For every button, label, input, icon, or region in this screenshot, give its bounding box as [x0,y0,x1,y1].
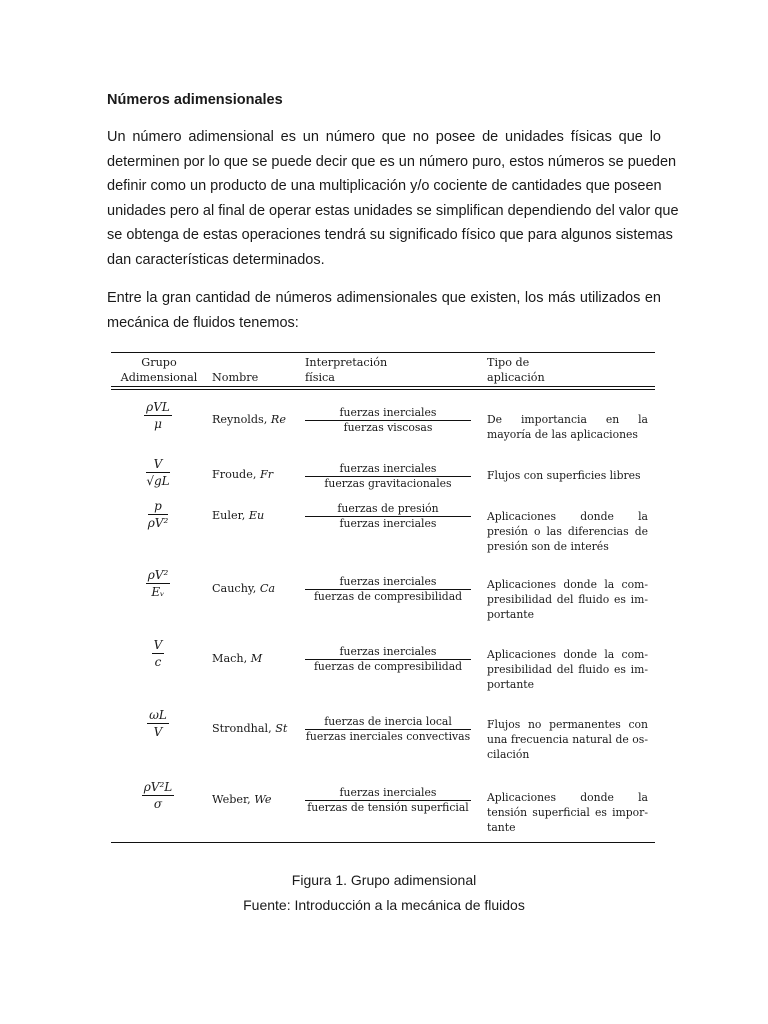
group-abbr: We [254,793,272,806]
group-name: Froude, [212,468,257,481]
header-tipo [487,355,545,385]
strondhal-name [212,722,287,735]
strondhal-application [487,717,648,762]
group-name: Weber, [212,793,251,806]
froude-application [487,468,648,483]
group-abbr: Re [270,413,286,426]
weber-application [487,790,648,835]
symbol-denominator: μ [154,417,162,431]
second-paragraph [107,286,661,335]
intro-paragraph [107,125,679,273]
paragraph-line: Un número adimensional es un número que no posee de unidades físicas que lo [107,129,661,145]
symbol-numerator: ωL [149,708,167,722]
weber-symbol [127,780,189,811]
symbol-numerator: ρVL [146,400,170,414]
group-name: Euler, [212,509,246,522]
header-interp-line1: Interpretación [305,356,388,369]
application-line: Aplicaciones donde la [487,791,648,804]
group-name: Strondhal, [212,722,272,735]
figure-source: Fuente: Introducción a la mecánica de fluidos [243,897,525,913]
group-abbr: Ca [259,582,276,595]
interp-denominator: fuerzas inerciales convectivas [305,730,471,743]
symbol-denominator: V [153,725,163,739]
strondhal-symbol [127,708,189,739]
symbol-denominator: √gL [146,474,170,488]
paragraph-line: mecánica de fluidos tenemos: [107,314,299,331]
euler-application [487,509,648,554]
group-abbr: St [275,722,288,735]
symbol-denominator: Eᵥ [151,585,165,599]
section-heading: Números adimensionales [107,92,283,108]
cauchy-symbol [127,568,189,599]
application-line: Aplicaciones donde la [487,510,648,523]
reynolds-interpretation [305,407,471,434]
application-line: presión son de interés [487,540,609,553]
interp-numerator: fuerzas inerciales [305,576,471,590]
euler-name [212,509,264,522]
interp-numerator: fuerzas inerciales [305,646,471,660]
reynolds-symbol [127,400,189,431]
table-top-rule [111,352,655,353]
euler-symbol [127,499,189,530]
symbol-numerator: V [153,638,163,652]
application-line: Aplicaciones donde la com- [487,578,648,591]
froude-interpretation [305,463,471,490]
header-interp-line2: física [305,371,335,384]
table-header-rule-double [111,389,655,390]
strondhal-interpretation [305,716,471,743]
application-line: Flujos no permanentes con [487,718,648,731]
header-tipo-line2: aplicación [487,371,545,384]
header-tipo-line1: Tipo de [487,356,530,369]
header-nombre: Nombre [212,371,259,384]
group-abbr: M [250,652,263,665]
header-grupo-line2: Adimensional [120,371,198,384]
weber-name [212,793,271,806]
symbol-denominator: c [154,655,162,669]
symbol-denominator: σ [153,797,163,811]
figure-caption: Figura 1. Grupo adimensional [291,872,477,888]
header-grupo-line1: Grupo [141,356,177,369]
application-line: portante [487,608,535,621]
paragraph-line: unidades pero al final de operar estas unidades se simplifican dependiendo del valor que [107,202,679,219]
paragraph-line: Entre la gran cantidad de números adimensionales que existen, los más utilizados en [107,290,661,306]
froude-name [212,468,273,481]
reynolds-name [212,413,286,426]
group-name: Cauchy, [212,582,257,595]
application-line: cilación [487,748,530,761]
mach-symbol [127,638,189,669]
interp-numerator: fuerzas de inercia local [305,716,471,730]
group-abbr: Eu [248,509,265,522]
interp-denominator: fuerzas de tensión superficial [307,801,469,814]
interp-numerator: fuerzas inerciales [305,407,471,421]
application-line: portante [487,678,535,691]
paragraph-line: dan características determinados. [107,251,325,268]
symbol-numerator: ρV² [147,568,169,582]
interp-denominator: fuerzas de compresibilidad [313,660,463,673]
application-line: presión o las diferencias de [487,525,648,538]
paragraph-line: determinen por lo que se puede decir que es un número puro, estos números se pueden [107,153,677,170]
application-line: Flujos con superficies libres [487,469,641,482]
interp-denominator: fuerzas viscosas [343,421,433,434]
application-line: tante [487,821,516,834]
paragraph-line: se obtenga de estas operaciones tendrá su significado físico que para algunos sistemas [107,227,673,244]
application-line: mayoría de las aplicaciones [487,428,638,441]
interp-denominator: fuerzas inerciales [339,517,437,530]
paragraph-line: definir como un producto de una multiplicación y/o cociente de cantidades que poseen [107,178,662,195]
mach-name [212,652,262,665]
table-header-rule [111,386,655,387]
symbol-numerator: p [148,499,169,515]
header-interpretacion [305,355,387,385]
application-line: presibilidad del fluido es im- [487,593,648,606]
dimensionless-groups-table [111,352,655,844]
froude-symbol [127,457,189,488]
interp-denominator: fuerzas gravitacionales [324,477,452,490]
symbol-numerator: V [146,457,169,473]
application-line: presibilidad del fluido es im- [487,663,648,676]
application-line: tensión superficial es impor- [487,806,648,819]
cauchy-name [212,582,275,595]
cauchy-application [487,577,648,622]
header-grupo [119,355,199,385]
group-name: Mach, [212,652,248,665]
group-abbr: Fr [259,468,274,481]
interp-numerator: fuerzas inerciales [305,787,471,801]
interp-denominator: fuerzas de compresibilidad [313,590,463,603]
group-name: Reynolds, [212,413,268,426]
application-line: De importancia en la [487,413,648,426]
interp-numerator: fuerzas de presión [305,503,471,517]
symbol-denominator: ρV² [147,516,169,530]
application-line: Aplicaciones donde la com- [487,648,648,661]
reynolds-application [487,412,648,442]
weber-interpretation [305,787,471,814]
interp-numerator: fuerzas inerciales [305,463,471,477]
application-line: una frecuencia natural de os- [487,733,648,746]
mach-application [487,647,648,692]
table-bottom-rule [111,842,655,843]
euler-interpretation [305,503,471,530]
cauchy-interpretation [305,576,471,603]
mach-interpretation [305,646,471,673]
symbol-numerator: ρV²L [143,780,173,794]
